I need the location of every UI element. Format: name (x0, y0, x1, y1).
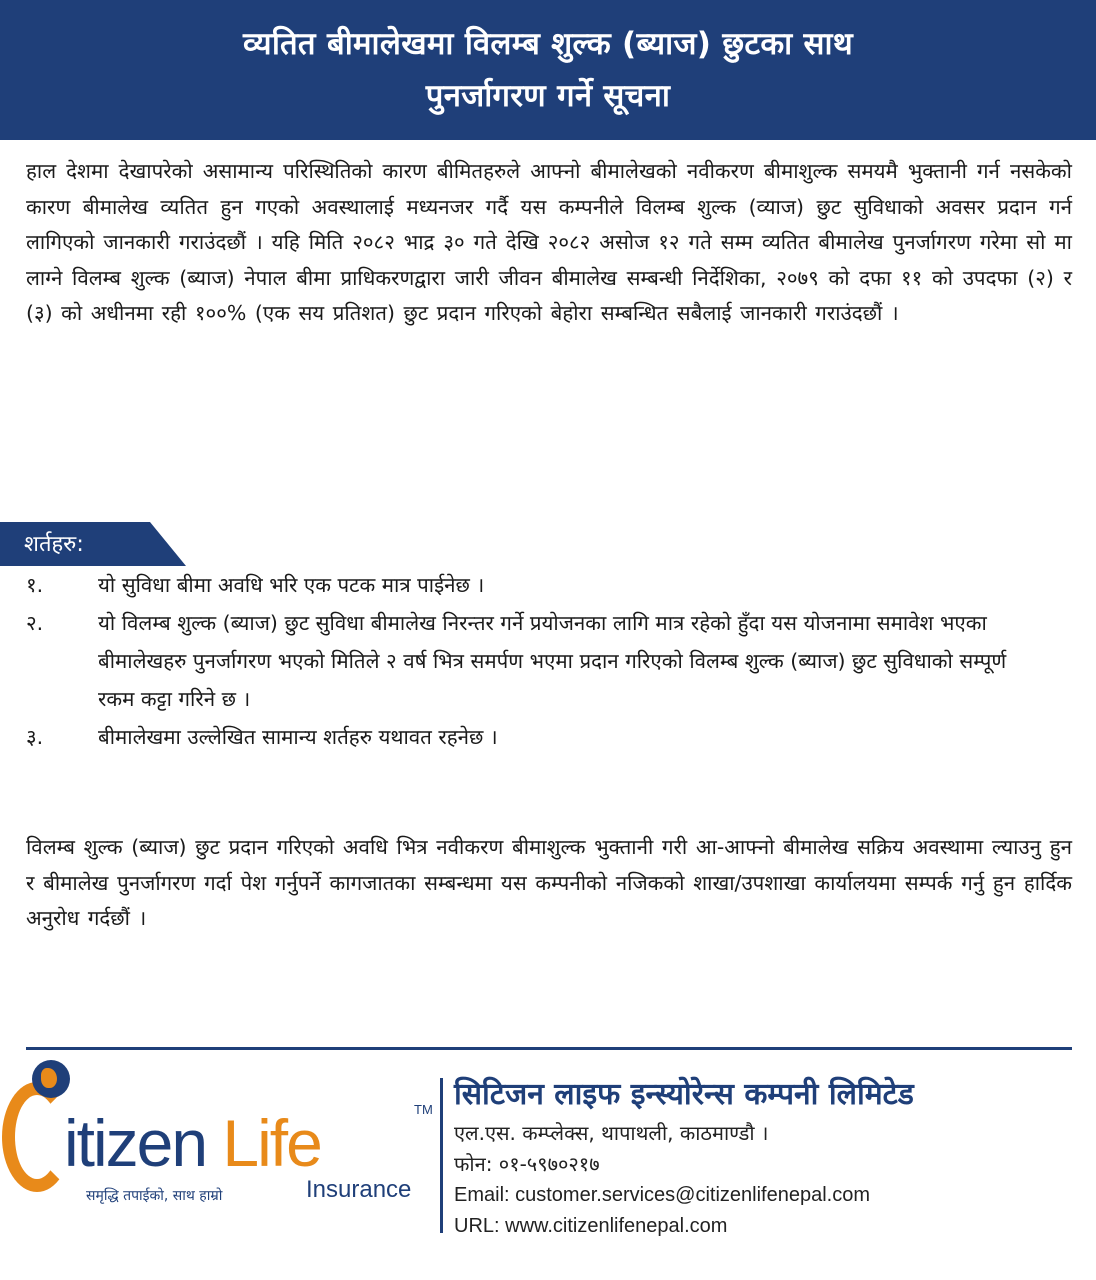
notice-header (0, 0, 1096, 140)
list-item (26, 604, 1046, 718)
logo-word-citizen: itizen (64, 1106, 207, 1180)
logo-tagline: समृद्धि तपाईको, साथ हाम्रो (86, 1188, 223, 1204)
logo-trademark: TM (414, 1102, 433, 1117)
company-url: URL: www.citizenlifenepal.com (454, 1215, 728, 1237)
list-item-number: २. (26, 611, 44, 635)
logo-c-shape (2, 1082, 72, 1192)
list-item (26, 566, 1046, 604)
list-item-text: बीमालेखमा उल्लेखित सामान्य शर्तहरु यथावत रहनेछ । (98, 725, 498, 749)
company-name: सिटिजन लाइफ इन्स्योरेन्स कम्पनी लिमिटेड (454, 1077, 914, 1112)
list-item-text: यो विलम्ब शुल्क (ब्याज) छुट सुविधा बीमालेख निरन्तर गर्ने प्रयोजनका लागि मात्र रहेको हुँदा यस योजनामा समावेश भएका बीमालेखहरु पुनर्जागरण भएको मितिले २ वर्ष भित्र समर्पण भएमा प्रदान गरिएको विलम्ब शुल्क (ब्याज) छुट सुविधाको सम्पूर्ण रकम कट्टा गरिने छ । (98, 611, 1007, 711)
company-phone: फोन: ०१-५९७०२१७ (454, 1152, 600, 1176)
contact-separator (440, 1078, 443, 1233)
list-item-number: १. (26, 573, 44, 597)
contact-block (454, 1072, 1074, 1242)
terms-heading: शर्तहरु: (24, 532, 84, 557)
citizen-life-logo-icon (32, 1060, 70, 1098)
notice-title-line2: पुनर्जागरण गर्ने सूचना (425, 78, 671, 114)
company-email: Email: customer.services@citizenlifenepal.com (454, 1184, 871, 1206)
list-item-text: यो सुविधा बीमा अवधि भरि एक पटक मात्र पाईनेछ । (98, 573, 485, 597)
logo-insurance: Insurance (306, 1176, 412, 1203)
terms-heading-tag (0, 522, 190, 566)
logo-word-life: Life (222, 1106, 321, 1180)
notice-title-line1: व्यतित बीमालेखमा विलम्ब शुल्क (ब्याज) छुटका साथ (243, 26, 853, 62)
list-item (26, 718, 1046, 756)
list-item-number: ३. (26, 725, 44, 749)
terms-list (26, 566, 1046, 756)
closing-paragraph: विलम्ब शुल्क (ब्याज) छुट प्रदान गरिएको अवधि भित्र नवीकरण बीमाशुल्क भुक्तानी गरी आ-आफ्नो बीमालेख सक्रिय अवस्थामा ल्याउनु हुन र बीमालेख पुनर्जागरण गर्दा पेश गर्नुपर्ने कागजातका सम्बन्धमा यस कम्पनीको नजिकको शाखा/उपशाखा कार्यालयमा सम्पर्क गर्नु हुन हार्दिक अनुरोध गर्दछौं । (26, 835, 1072, 930)
intro-paragraph: हाल देशमा देखापरेको असामान्य परिस्थितिको कारण बीमितहरुले आफ्नो बीमालेखको नवीकरण बीमाशुल्क समयमै भुक्तानी गर्न नसकेको कारण बीमालेख व्यतित हुन गएको अवस्थालाई मध्यनजर गर्दै यस कम्पनीले विलम्ब शुल्क (व्याज) छुट सुविधाको अवसर प्रदान गर्न लागिएको जानकारी गराउंदछौं । यहि मिति २०८२ भाद्र ३० गते देखि २०८२ असोज १२ गते सम्म व्यतित बीमालेख पुनर्जागरण गरेमा सो मा लाग्ने विलम्ब शुल्क (ब्याज) नेपाल बीमा प्राधिकरणद्वारा जारी जीवन बीमालेख सम्बन्धी निर्देशिका, २०७९ को दफा ११ को उपदफा (२) र (३) को अधीनमा रही १००% (एक सय प्रतिशत) छुट प्रदान गरिएको बेहोरा सम्बन्धित सबैलाई जानकारी गराउंदछौं । (26, 159, 1072, 325)
footer-divider (26, 1047, 1072, 1050)
logo-wordmark (64, 1108, 321, 1178)
company-address: एल.एस. कम्प्लेक्स, थापाथली, काठमाण्डौ । (454, 1121, 769, 1145)
